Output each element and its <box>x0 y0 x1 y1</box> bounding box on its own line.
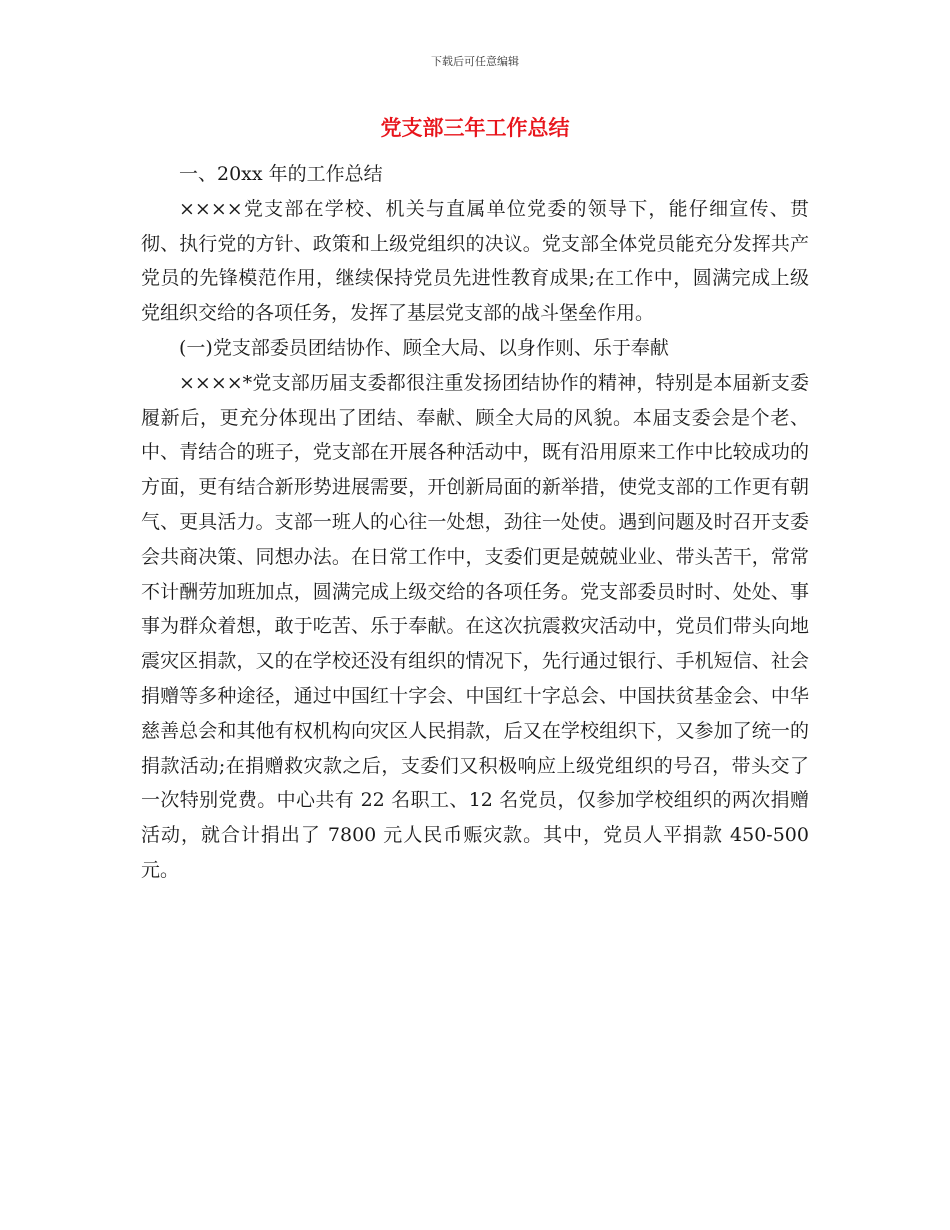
paragraph: ××××*党支部历届支委都很注重发扬团结协作的精神，特别是本届新支委履新后，更充分体现出了团结、奉献、顾全大局的风貌。本届支委会是个老、中、青结合的班子，党支部在开展各种活动中，既有沿用原来工作中比较成功的方面，更有结合新形势进展需要，开创新局面的新举措，使党支部的工作更有朝气、更具活力。支部一班人的心往一处想，劲往一处使。遇到问题及时召开支委会共商决策、同想办法。在日常工作中，支委们更是兢兢业业、带头苦干，常常不计酬劳加班加点，圆满完成上级交给的各项任务。党支部委员时时、处处、事事为群众着想，敢于吃苦、乐于奉献。在这次抗震救灾活动中，党员们带头向地震灾区捐款，又的在学校还没有组织的情况下，先行通过银行、手机短信、社会捐赠等多种途径，通过中国红十字会、中国红十字总会、中国扶贫基金会、中华慈善总会和其他有权机构向灾区人民捐款，后又在学校组织下，又参加了统一的捐款活动;在捐赠救灾款之后，支委们又积极响应上级党组织的号召，带头交了一次特别党费。中心共有 22 名职工、12 名党员，仅参加学校组织的两次捐赠活动，就合计捐出了 7800 元人民币赈灾款。其中，党员人平捐款 450-500 元。 <box>141 371 809 881</box>
subsection-heading: (一)党支部委员团结协作、顾全大局、以身作则、乐于奉献 <box>179 336 669 359</box>
document-body <box>141 157 809 888</box>
header-note: 下载后可任意编辑 <box>431 55 519 68</box>
section-heading: 一、20xx 年的工作总结 <box>179 163 383 185</box>
paragraph: ××××党支部在学校、机关与直属单位党委的领导下，能仔细宣传、贯彻、执行党的方针、政策和上级党组织的决议。党支部全体党员能充分发挥共产党员的先锋模范作用，继续保持党员先进性教育成果;在工作中，圆满完成上级党组织交给的各项任务，发挥了基层党支部的战斗堡垒作用。 <box>141 197 809 325</box>
document-title: 党支部三年工作总结 <box>380 116 570 140</box>
